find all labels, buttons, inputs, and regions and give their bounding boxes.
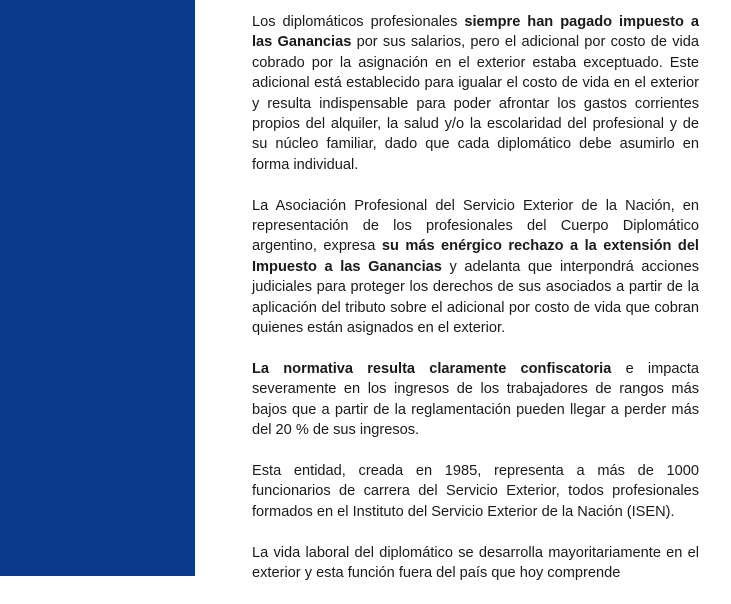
paragraph-text: y adelanta que interpondrá acciones judiciales para proteger los derechos de sus asociados a partir de la aplicación del tributo sobre el adicional por costo de vida que cobran quienes están asignados en el exterior. <box>252 258 699 337</box>
paragraph-text: por sus salarios, pero el adicional por costo de vida cobrado por la asignación en el exterior estaba exceptuado. Este adicional está establecido para igualar el costo de vida en el exterior y resulta indispensable para poder afrontar los gastos corrientes propios del alquiler, la salud y/o la escolaridad del profesional y de su núcleo familiar, dado que cada diplomático debe asumirlo en forma individual. <box>252 34 699 173</box>
paragraph-text: La vida laboral del diplomático se desarrolla mayoritariamente en el exterior y esta función fuera del país que hoy comprende <box>252 544 699 581</box>
paragraph-text: e impacta severamente en los ingresos de los trabajadores de rangos más bajos que a partir de la reglamentación pueden llegar a perder más del 20 % de sus ingresos. <box>252 360 699 439</box>
paragraph-3 <box>252 359 699 441</box>
blue-sidebar-band <box>0 0 195 576</box>
paragraph-5 <box>252 543 699 584</box>
paragraph-text: La Asociación Profesional del Servicio Exterior de la Nación, en representación de los profesionales del Cuerpo Diplomático argentino, expresa <box>252 197 699 255</box>
document-body <box>252 12 699 604</box>
paragraph-2 <box>252 196 699 339</box>
paragraph-text: Los diplomáticos profesionales <box>252 14 465 30</box>
bold-emphasis: su más enérgico rechazo a la extensión del Impuesto a las Ganancias <box>252 238 699 275</box>
bold-emphasis: La normativa resulta claramente confiscatoria <box>252 360 612 377</box>
bold-emphasis: siempre han pagado impuesto a las Ganancias <box>252 14 699 51</box>
paragraph-4 <box>252 461 699 522</box>
paragraph-text: Esta entidad, creada en 1985, representa a más de 1000 funcionarios de carrera del Servicio Exterior, todos profesionales formados en el Instituto del Servicio Exterior de la Nación (ISEN). <box>252 462 699 520</box>
paragraph-1 <box>252 12 699 175</box>
